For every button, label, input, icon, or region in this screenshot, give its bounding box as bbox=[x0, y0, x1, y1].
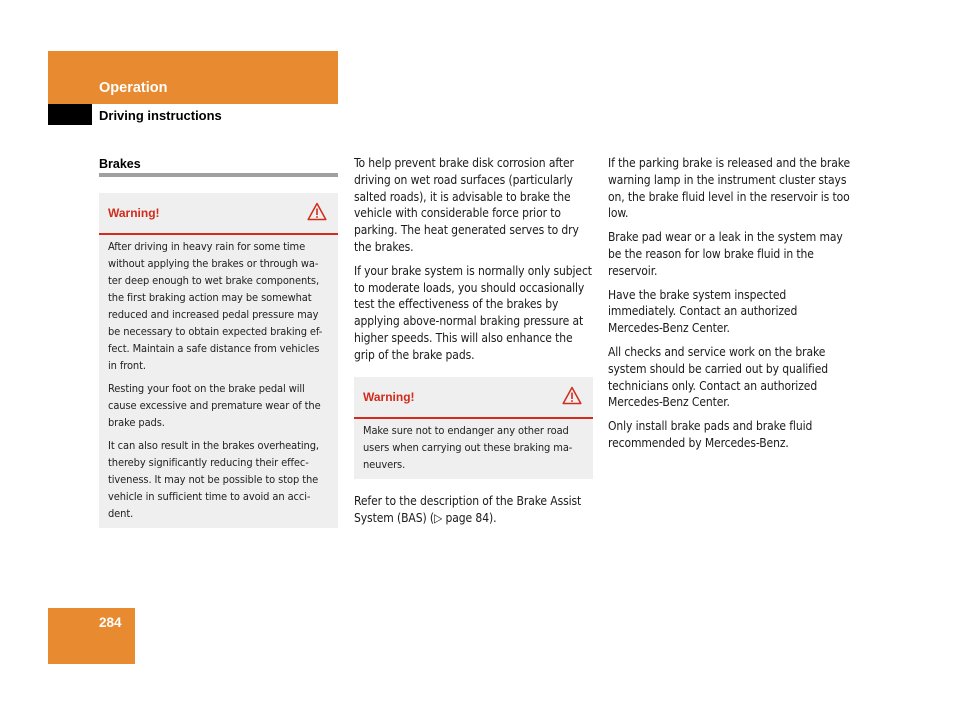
body-paragraph: Have the brake system inspected immediately. Contact an authorized Mercedes-Benz Center. bbox=[608, 287, 798, 336]
column-two-bottom bbox=[354, 493, 594, 534]
body-paragraph: Only install brake pads and brake fluid recommended by Mercedes-Benz. bbox=[608, 419, 813, 450]
section-marker bbox=[48, 104, 92, 125]
section-title: Driving instructions bbox=[99, 108, 222, 123]
body-paragraph: All checks and service work on the brake system should be carried out by qualified technicians only. Contact an authorized Mercedes-Benz Center. bbox=[608, 344, 829, 410]
warning-body bbox=[99, 235, 338, 528]
warning-header bbox=[99, 193, 338, 235]
body-paragraph: If the parking brake is released and the brake warning lamp in the instrument cluster stays on, the brake fluid level in the reservoir is too low. bbox=[608, 156, 850, 221]
body-paragraph: To help prevent brake disk corrosion after driving on wet road surfaces (particularly salted roads), it is advisable to brake the vehicle with considerable force prior to parking. The heat generated serves to dry the brakes. bbox=[354, 156, 579, 254]
warning-paragraph: After driving in heavy rain for some time without applying the brakes or through wa-ter deep enough to wet brake components, the first braking action may be somewhat reduced and increased pedal pressure may be necessary to obtain expected braking ef-fect. Maintain a safe distance from vehicles in front. bbox=[108, 240, 323, 372]
heading-rule bbox=[99, 173, 338, 177]
page-number: 284 bbox=[99, 615, 122, 630]
warning-label: Warning! bbox=[363, 390, 415, 404]
warning-label: Warning! bbox=[108, 206, 160, 220]
warning-box-rain bbox=[99, 193, 338, 528]
body-paragraph: If your brake system is normally only subject to moderate loads, you should occasionally test the effectiveness of the brakes by applying above-normal braking pressure at higher speeds. This will also enhance the grip of the brake pads. bbox=[354, 263, 592, 362]
warning-body bbox=[354, 419, 593, 479]
warning-header bbox=[354, 377, 593, 419]
bas-reference[interactable]: Refer to the description of the Brake Assist System (BAS) (▷ page 84). bbox=[354, 494, 582, 525]
column-two bbox=[354, 155, 594, 371]
brakes-heading: Brakes bbox=[99, 157, 141, 171]
chapter-title: Operation bbox=[99, 80, 168, 96]
warning-box-maneuvers bbox=[354, 377, 593, 479]
body-paragraph: Brake pad wear or a leak in the system may be the reason for low brake fluid in the reservoir. bbox=[608, 230, 843, 278]
warning-paragraph: Make sure not to endanger any other road users when carrying out these braking ma-neuvers. bbox=[363, 424, 573, 471]
warning-paragraph: Resting your foot on the brake pedal will cause excessive and premature wear of the brake pads. bbox=[108, 382, 321, 429]
warning-triangle-icon bbox=[562, 386, 582, 405]
chapter-header-bar bbox=[48, 51, 338, 104]
warning-triangle-icon bbox=[307, 202, 327, 221]
warning-paragraph: It can also result in the brakes overheating, thereby significantly reducing their effec-tiveness. It may not be possible to stop the vehicle in sufficient time to avoid an acci-dent. bbox=[108, 439, 319, 520]
column-three bbox=[608, 155, 853, 459]
